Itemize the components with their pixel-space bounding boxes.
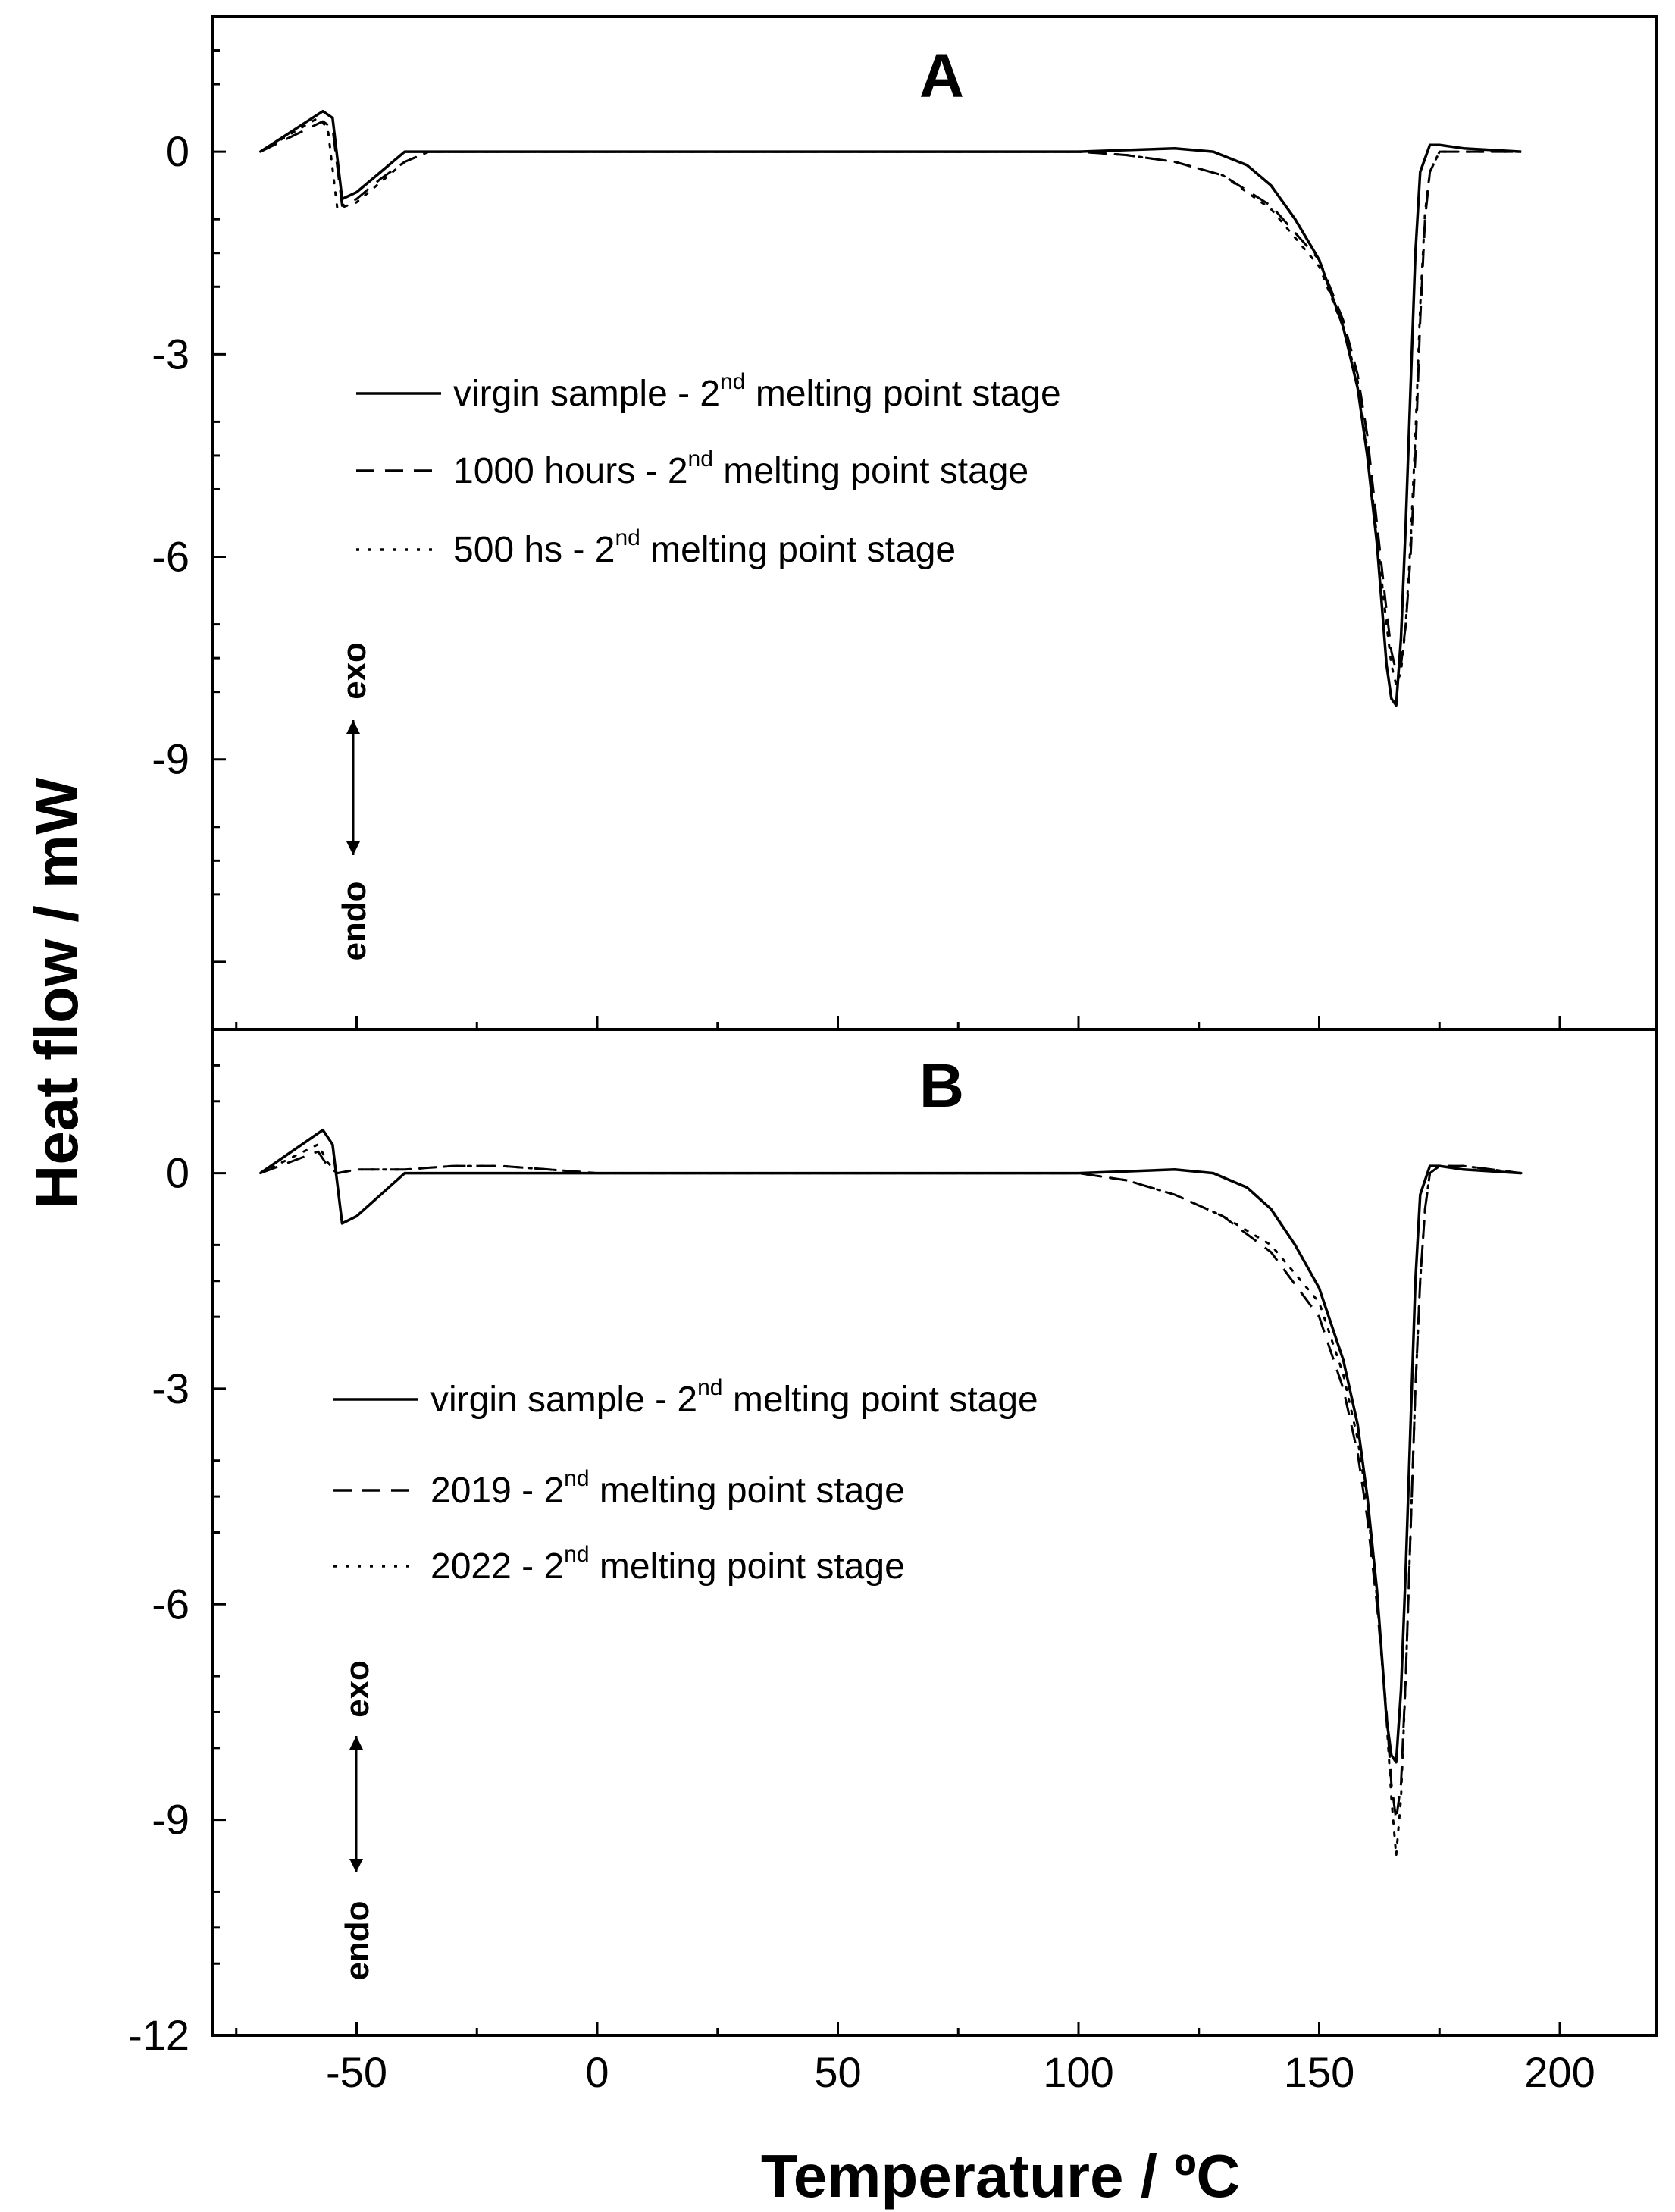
legend-label: virgin sample - 2nd melting point stage [430, 1375, 1038, 1420]
legend-label: virgin sample - 2nd melting point stage [453, 369, 1061, 414]
endo-label: endo [339, 1900, 376, 1981]
y-tick-label: -9 [152, 1795, 189, 1844]
y-tick-label: -9 [152, 735, 189, 783]
y-tick-label: -12 [128, 2011, 189, 2059]
legend-label: 500 hs - 2nd melting point stage [453, 525, 956, 570]
panel-label: A [919, 42, 965, 111]
endo-label: endo [336, 881, 373, 961]
x-tick-label: 0 [585, 2048, 609, 2096]
x-tick-label: 100 [1043, 2048, 1114, 2096]
exo-label: exo [339, 1660, 376, 1718]
panel-label: B [919, 1051, 965, 1120]
legend-label: 2019 - 2nd melting point stage [430, 1466, 905, 1511]
exo-label: exo [336, 642, 373, 700]
x-axis-title: Temperature / ºC [760, 2142, 1241, 2210]
y-tick-label: -3 [152, 330, 189, 378]
y-tick-label: -6 [152, 1580, 189, 1628]
x-tick-label: 200 [1524, 2048, 1595, 2096]
x-tick-label: 50 [814, 2048, 862, 2096]
legend-label: 2022 - 2nd melting point stage [430, 1542, 905, 1587]
y-tick-label: -3 [152, 1364, 189, 1412]
x-tick-label: -50 [326, 2048, 387, 2096]
legend-label: 1000 hours - 2nd melting point stage [453, 446, 1029, 491]
y-tick-label: 0 [165, 1148, 189, 1197]
y-axis-title: Heat flow / mW [23, 777, 90, 1209]
y-tick-label: -6 [152, 532, 189, 581]
y-tick-label: 0 [165, 127, 189, 176]
x-tick-label: 150 [1283, 2048, 1355, 2096]
